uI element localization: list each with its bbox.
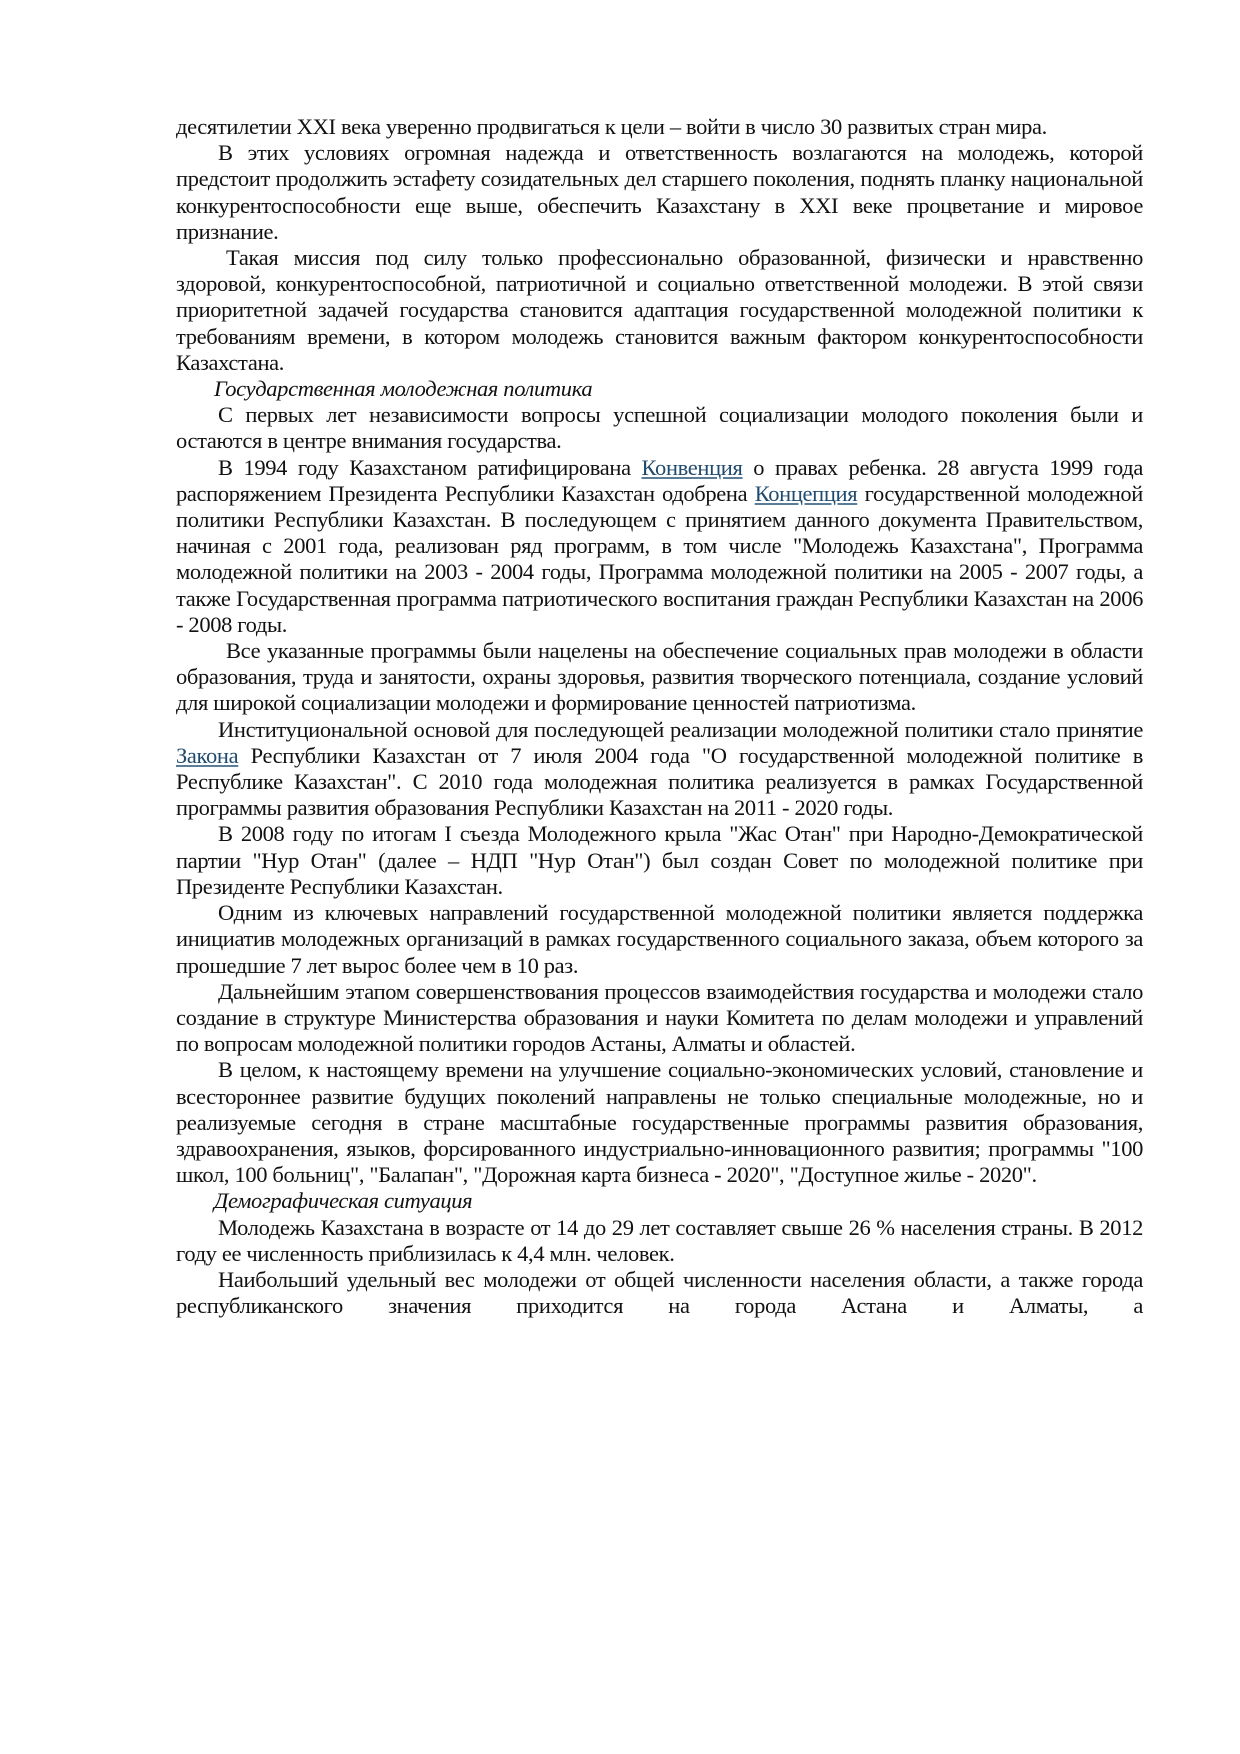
paragraph-law — [176, 717, 1143, 822]
paragraph-text: Институциональной основой для последующей реализации молодежной политики стало принятие — [218, 716, 1143, 742]
section-heading-youth-policy: Государственная молодежная политика — [214, 376, 593, 402]
paragraph-committee: Дальнейшим этапом совершенствования процессов взаимодействия государства и молодежи стало создание в структуре Министерства образования и науки Комитета по делам молодежи и управлений по вопросам молодежной политики городов Астаны, Алматы и областей. — [176, 978, 1143, 1057]
paragraph-state-programs: В целом, к настоящему времени на улучшение социально-экономических условий, становление и всестороннее развитие будущих поколений направлены не только специальные молодежные, но и реализуемые сегодня в стране масштабные государственные программы развития образования, здравоохранения, языков, форсированного индустриально-инновационного развития; программы "100 школ, 100 больниц", "Балапан", "Дорожная карта бизнеса - 2020", "Доступное жилье - 2020". — [176, 1057, 1143, 1188]
concept-link[interactable]: Концепция — [754, 480, 858, 506]
document-page — [176, 114, 1143, 1319]
paragraph-youth-share: Молодежь Казахстана в возрасте от 14 до 29 лет составляет свыше 26 % населения страны. В 2012 году ее численность приблизилась к 4,4 млн. человек. — [176, 1214, 1143, 1266]
paragraph-regional-share: Наибольший удельный вес молодежи от общей численности населения области, а также города республиканского значения приходится на города Астана и Алматы, а — [176, 1266, 1143, 1319]
law-link[interactable]: Закона — [176, 742, 239, 768]
paragraph-text: Республики Казахстан от 7 июля 2004 года "О государственной молодежной политике в Республике Казахстан". С 2010 года молодежная политика реализуется в рамках Государственной программы развития образования Республики Казахстан на 2011 - 2020 годы. — [176, 742, 1143, 821]
paragraph-youth-responsibility: В этих условиях огромная надежда и ответственность возлагаются на молодежь, которой предстоит продолжить эстафету созидательных дел старшего поколения, поднять планку национальной конкурентоспособности еще выше, обеспечить Казахстану в XXI веке процветание и мировое признание. — [176, 140, 1143, 244]
section-heading-demographics: Демографическая ситуация — [214, 1188, 473, 1214]
paragraph-programs-goals: Все указанные программы были нацелены на обеспечение социальных прав молодежи в области образования, труда и занятости, охраны здоровья, развития творческого потенциала, создание условий для широкой социализации молодежи и формирование ценностей патриотизма. — [176, 638, 1143, 716]
paragraph-social-order: Одним из ключевых направлений государственной молодежной политики является поддержка инициатив молодежных организаций в рамках государственного социального заказа, объем которого за прошедшие 7 лет вырос более чем в 10 раз. — [176, 900, 1143, 978]
paragraph-independence: С первых лет независимости вопросы успешной социализации молодого поколения были и остаются в центре внимания государства. — [176, 402, 1143, 454]
paragraph-youth-council: В 2008 году по итогам I съезда Молодежного крыла "Жас Отан" при Народно-Демократической партии "Нур Отан" (далее – НДП "Нур Отан") был создан Совет по молодежной политике при Президенте Республики Казахстан. — [176, 821, 1143, 899]
paragraph-youth-mission: Такая миссия под силу только профессионально образованной, физически и нравственно здоровой, конкурентоспособной, патриотичной и социально ответственной молодежи. В этой связи приоритетной задачей государства становится адаптация государственной молодежной политики к требованиям времени, в котором молодежь становится важным фактором конкурентоспособности Казахстана. — [176, 245, 1143, 375]
paragraph-continuation: десятилетии XXI века уверенно продвигаться к цели – войти в число 30 развитых стран мира. — [176, 114, 1047, 139]
paragraph-text: о правах ребенка. 28 августа 1999 года распоряжением Президента Республики Казахстан одобрена — [176, 454, 1143, 506]
paragraph-text: государственной молодежной политики Республики Казахстан. В последующем с принятием данного документа Правительством, начиная с 2001 года, реализован ряд программ, в том числе "Молодежь Казахстана", Программа молодежной политики на 2003 - 2004 годы, Программа молодежной политики на 2005 - 2007 годы, а также Государственная программа патриотического воспитания граждан Республики Казахстан на 2006 - 2008 годы. — [176, 480, 1143, 637]
convention-link[interactable]: Конвенция — [641, 454, 743, 480]
paragraph-convention-concept — [176, 455, 1143, 638]
paragraph-text: В 1994 году Казахстаном ратифицирована — [218, 454, 642, 480]
